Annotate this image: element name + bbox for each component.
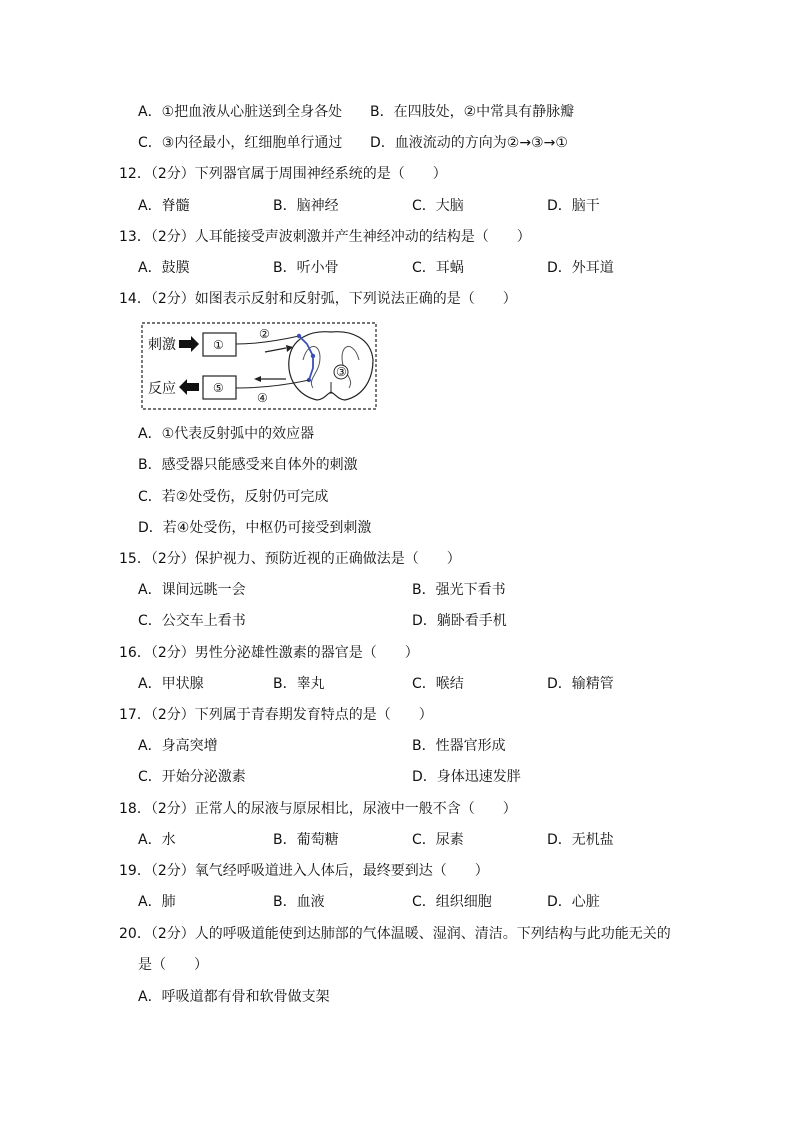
q14-option-b: B．感受器只能感受来自体外的刺激 xyxy=(138,457,358,473)
q13-option-a: A．鼓膜 xyxy=(138,260,190,276)
q11-option-b: B．在四肢处，②中常具有静脉瓣 xyxy=(370,104,575,120)
q20-stem-line1: 20．（2分）人的呼吸道能使到达肺部的气体温暖、湿润、清洁。下列结构与此功能无关的 xyxy=(119,926,671,942)
q17-option-a: A．身高突增 xyxy=(138,738,218,754)
label-4: ④ xyxy=(257,391,268,405)
q19-option-c: C．组织细胞 xyxy=(412,894,492,910)
q16-option-b: B．睾丸 xyxy=(273,676,325,692)
q19-option-d: D．心脏 xyxy=(547,894,600,910)
q11-option-a: A．①把血液从心脏送到全身各处 xyxy=(138,104,343,120)
q12-stem: 12．（2分）下列器官属于周围神经系统的是（ ） xyxy=(119,166,447,182)
label-2: ② xyxy=(259,327,270,341)
q14-stem: 14．（2分）如图表示反射和反射弧，下列说法正确的是（ ） xyxy=(119,291,517,307)
q18-stem: 18．（2分）正常人的尿液与原尿相比，尿液中一般不含（ ） xyxy=(119,801,517,817)
q13-option-d: D．外耳道 xyxy=(547,260,614,276)
q11-option-d: D．血液流动的方向为②→③→① xyxy=(370,135,568,151)
q12-option-b: B．脑神经 xyxy=(273,198,339,214)
q18-option-d: D．无机盐 xyxy=(547,832,614,848)
q15-stem: 15．（2分）保护视力、预防近视的正确做法是（ ） xyxy=(119,551,461,567)
q16-option-a: A．甲状腺 xyxy=(138,676,204,692)
q13-option-c: C．耳蜗 xyxy=(412,260,464,276)
box1-label: ① xyxy=(213,338,224,352)
stimulus-arrow-icon xyxy=(179,336,199,352)
q11-option-c: C．③内径最小，红细胞单行通过 xyxy=(138,135,343,151)
q14-option-c: C．若②处受伤，反射仍可完成 xyxy=(138,489,329,505)
response-arrow-icon xyxy=(179,379,199,395)
q20-stem-line2: 是（ ） xyxy=(138,957,208,973)
q18-option-c: C．尿素 xyxy=(412,832,464,848)
q16-option-d: D．输精管 xyxy=(547,676,614,692)
q18-option-b: B．葡萄糖 xyxy=(273,832,339,848)
label-3: ③ xyxy=(336,365,347,379)
q13-stem: 13．（2分）人耳能接受声波刺激并产生神经冲动的结构是（ ） xyxy=(119,229,531,245)
q20-option-a: A．呼吸道都有骨和软骨做支架 xyxy=(138,989,330,1005)
q15-option-b: B．强光下看书 xyxy=(412,582,506,598)
q13-option-b: B．听小骨 xyxy=(273,260,339,276)
reflex-arc-diagram xyxy=(141,322,377,410)
q17-option-d: D．身体迅速发胖 xyxy=(412,769,521,785)
q18-option-a: A．水 xyxy=(138,832,176,848)
q19-option-a: A．肺 xyxy=(138,894,176,910)
q12-option-c: C．大脑 xyxy=(412,198,464,214)
q12-option-d: D．脑干 xyxy=(547,198,600,214)
synapse-dot-2 xyxy=(311,354,315,358)
q16-stem: 16．（2分）男性分泌雄性激素的器官是（ ） xyxy=(119,645,419,661)
stimulus-label: 刺激 xyxy=(148,337,176,353)
box5-label: ⑤ xyxy=(213,381,224,395)
response-label: 反应 xyxy=(148,381,176,397)
efferent-arrow-icon xyxy=(254,376,261,382)
afferent-arrow-line xyxy=(265,348,286,352)
q14-option-a: A．①代表反射弧中的效应器 xyxy=(138,426,315,442)
synapse-dot-1 xyxy=(297,334,301,338)
q15-option-c: C．公交车上看书 xyxy=(138,613,246,629)
q17-option-b: B．性器官形成 xyxy=(412,738,506,754)
q17-option-c: C．开始分泌激素 xyxy=(138,769,246,785)
q19-stem: 19．（2分）氧气经呼吸道进入人体后，最终要到达（ ） xyxy=(119,863,489,879)
q15-option-a: A．课间远眺一会 xyxy=(138,582,246,598)
q17-stem: 17．（2分）下列属于青春期发育特点的是（ ） xyxy=(119,707,433,723)
q12-option-a: A．脊髓 xyxy=(138,198,190,214)
q15-option-d: D．躺卧看手机 xyxy=(412,613,507,629)
q19-option-b: B．血液 xyxy=(273,894,325,910)
q14-option-d: D．若④处受伤，中枢仍可接受到刺激 xyxy=(138,520,372,536)
q16-option-c: C．喉结 xyxy=(412,676,464,692)
